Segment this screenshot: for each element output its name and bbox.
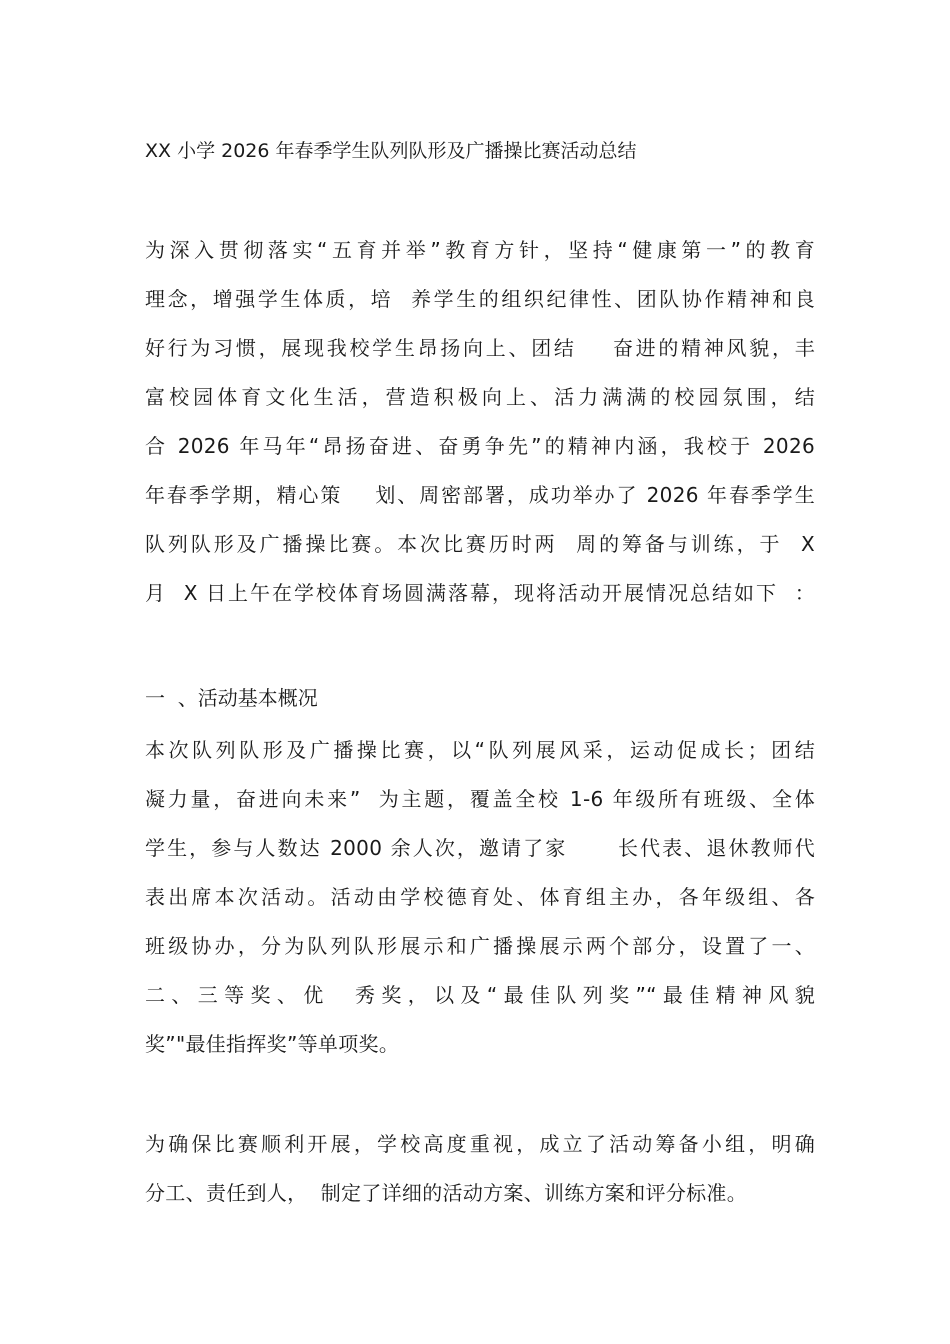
paragraph-line: 学生，参与人数达 2000 余人次，邀请了家 长代表、退休教师代 [145,836,815,860]
paragraph-line: 年春季学期，精心策 划、周密部署，成功举办了 2026 年春季学生 [145,483,815,507]
paragraph-line: 本次队列队形及广播操比赛，以“队列展风采，运动促成长；团结 [145,738,815,762]
section1-paragraph [145,726,815,1069]
paragraph-line: 月 X 日上午在学校体育场圆满落幕，现将活动开展情况总结如下 ： [145,581,815,605]
paragraph-line: 为确保比赛顺利开展，学校高度重视，成立了活动筹备小组，明确 [145,1132,815,1156]
paragraph-2 [145,1120,815,1218]
section-heading: 一 、活动基本概况 [145,686,318,710]
paragraph-line: 班级协办，分为队列队形展示和广播操展示两个部分，设置了一、 [145,934,815,958]
paragraph-line: 队列队形及广播操比赛。本次比赛历时两 周的筹备与训练，于 X [145,532,815,556]
paragraph-line: 为深入贯彻落实“五育并举”教育方针，坚持“健康第一”的教育 [145,238,815,262]
paragraph-line: 理念，增强学生体质，培 养学生的组织纪律性、团队协作精神和良 [145,287,815,311]
paragraph-line: 二、三等奖、优 秀奖，以及“最佳队列奖”“最佳精神风貌 [145,983,815,1007]
intro-paragraph [145,226,815,618]
paragraph-line: 合 2026 年马年“昂扬奋进、奋勇争先”的精神内涵，我校于 2026 [145,434,815,458]
paragraph-line: 好行为习惯，展现我校学生昂扬向上、团结 奋进的精神风貌，丰 [145,336,815,360]
paragraph-line: 表出席本次活动。活动由学校德育处、体育组主办，各年级组、各 [145,885,815,909]
paragraph-line: 富校园体育文化生活，营造积极向上、活力满满的校园氛围，结 [145,385,815,409]
paragraph-line: 凝力量，奋进向未来” 为主题，覆盖全校 1-6 年级所有班级、全体 [145,787,815,811]
paragraph-line: 分工、责任到人， 制定了详细的活动方案、训练方案和评分标准。 [145,1181,748,1205]
paragraph-line: 奖”"最佳指挥奖”等单项奖。 [145,1032,400,1056]
document-title: XX 小学 2026 年春季学生队列队形及广播操比赛活动总结 [145,140,637,162]
